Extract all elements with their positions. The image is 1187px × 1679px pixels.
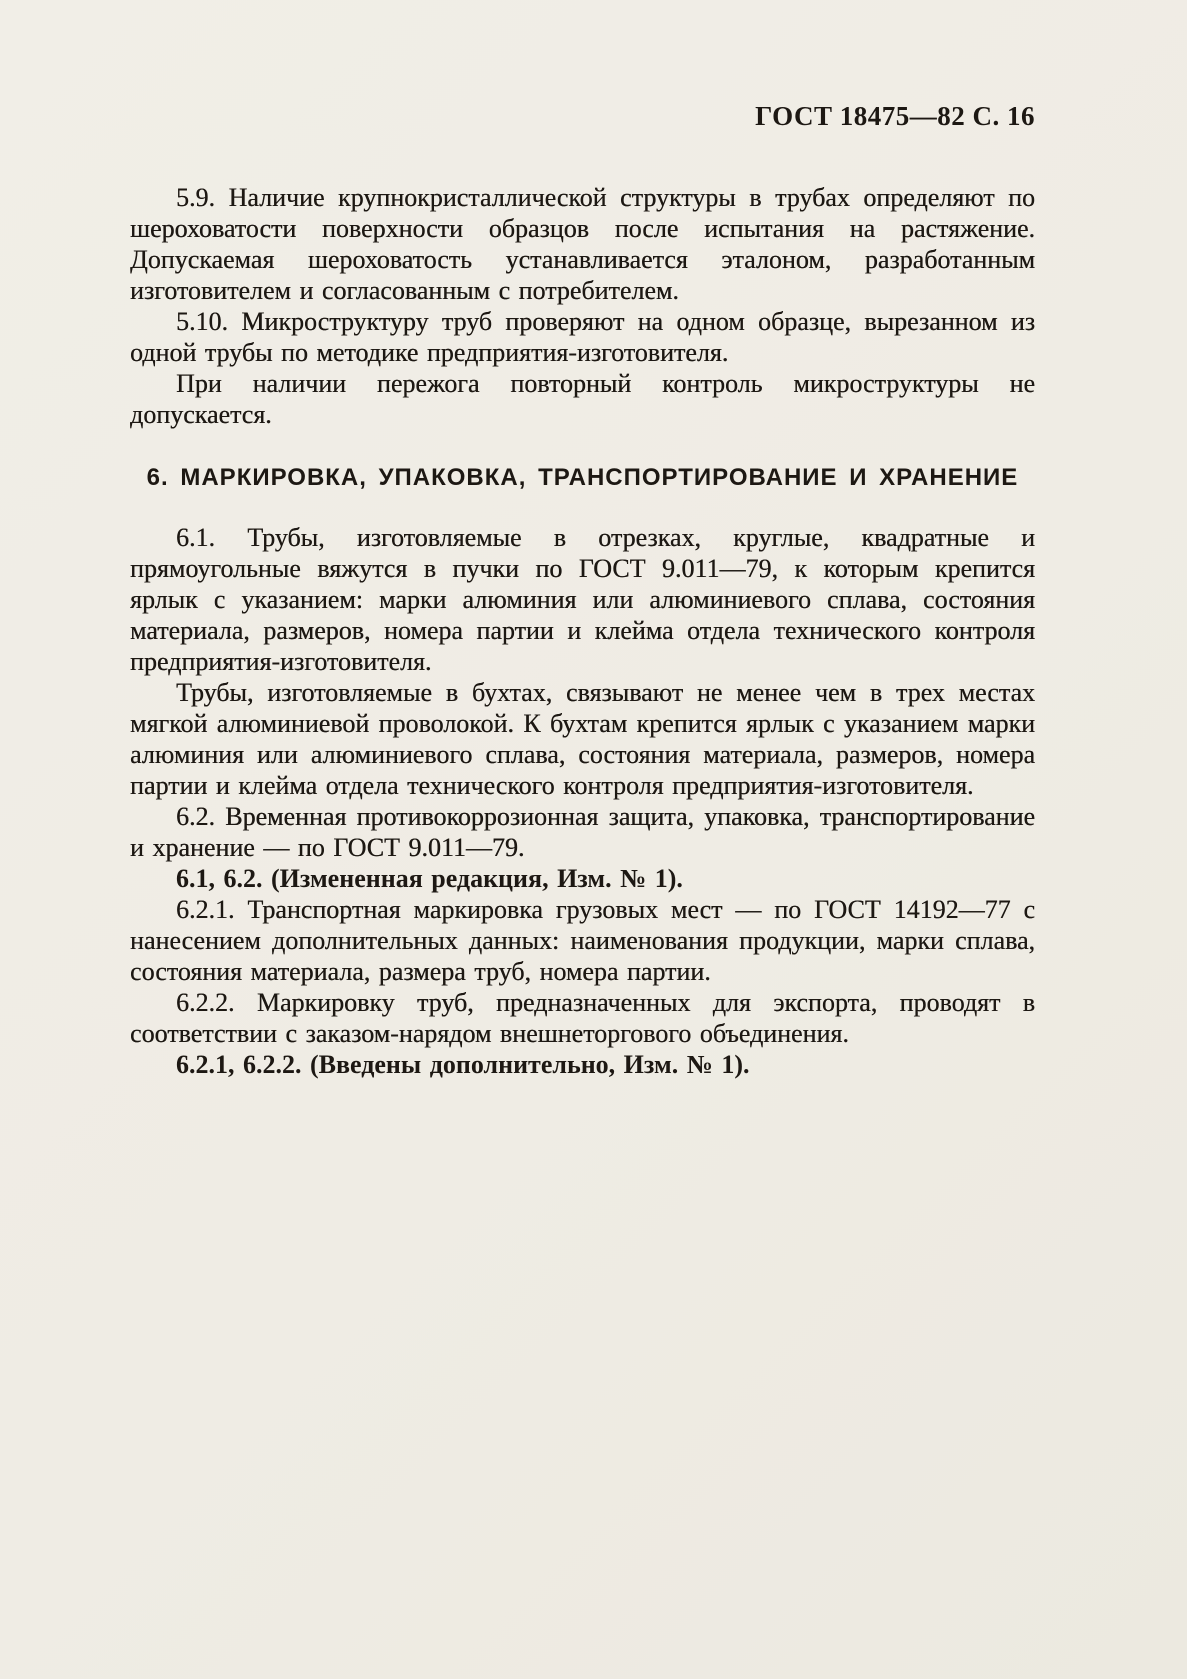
paragraph-5-10: 5.10. Микроструктуру труб проверяют на одном образце, вырезанном из одной трубы по методике предприятия-изготовителя. <box>130 307 1035 367</box>
paragraph-5-9: 5.9. Наличие крупнокристаллической структуры в трубах определяют по шероховатости поверхности образцов после испытания на растяжение. Допускаемая шероховатость устанавливается эталоном, разработанным изготовителем и согласованным с потребителем. <box>130 183 1035 305</box>
paragraph-6-2: 6.2. Временная противокоррозионная защита, упаковка, транспортирование и хранение — по ГОСТ 9.011—79. <box>130 802 1035 862</box>
paragraph-6-1: 6.1. Трубы, изготовляемые в отрезках, круглые, квадратные и прямоугольные вяжутся в пучки по ГОСТ 9.011—79, к которым крепится ярлык с указанием: марки алюминия или алюминиевого сплава, состояния материала, размеров, номера партии и клейма отдела технического контроля предприятия-изготовителя. <box>130 523 1035 676</box>
section-6-heading: 6. МАРКИРОВКА, УПАКОВКА, ТРАНСПОРТИРОВАНИЕ И ХРАНЕНИЕ <box>146 464 1019 491</box>
amendment-note-6-2-1-6-2-2: 6.2.1, 6.2.2. (Введены дополнительно, Изм. № 1). <box>176 1050 750 1079</box>
paragraph-5-10-note: При наличии пережога повторный контроль микроструктуры не допускается. <box>130 369 1035 429</box>
paragraph-6-2-1: 6.2.1. Транспортная маркировка грузовых мест — по ГОСТ 14192—77 с нанесением дополнительных данных: наименования продукции, марки сплава, состояния материала, размера труб, номера партии. <box>130 895 1035 986</box>
page-header-standard-ref: ГОСТ 18475—82 С. 16 <box>755 101 1035 131</box>
paragraph-6-2-2: 6.2.2. Маркировку труб, предназначенных для экспорта, проводят в соответствии с заказом-нарядом внешнеторгового объединения. <box>130 988 1035 1048</box>
page-content <box>130 100 1035 1080</box>
paragraph-6-1-coils: Трубы, изготовляемые в бухтах, связывают не менее чем в трех местах мягкой алюминиевой проволокой. К бухтам крепится ярлык с указанием марки алюминия или алюминиевого сплава, состояния материала, размеров, номера партии и клейма отдела технического контроля предприятия-изготовителя. <box>130 678 1035 800</box>
amendment-note-6-1-6-2: 6.1, 6.2. (Измененная редакция, Изм. № 1). <box>176 864 683 893</box>
